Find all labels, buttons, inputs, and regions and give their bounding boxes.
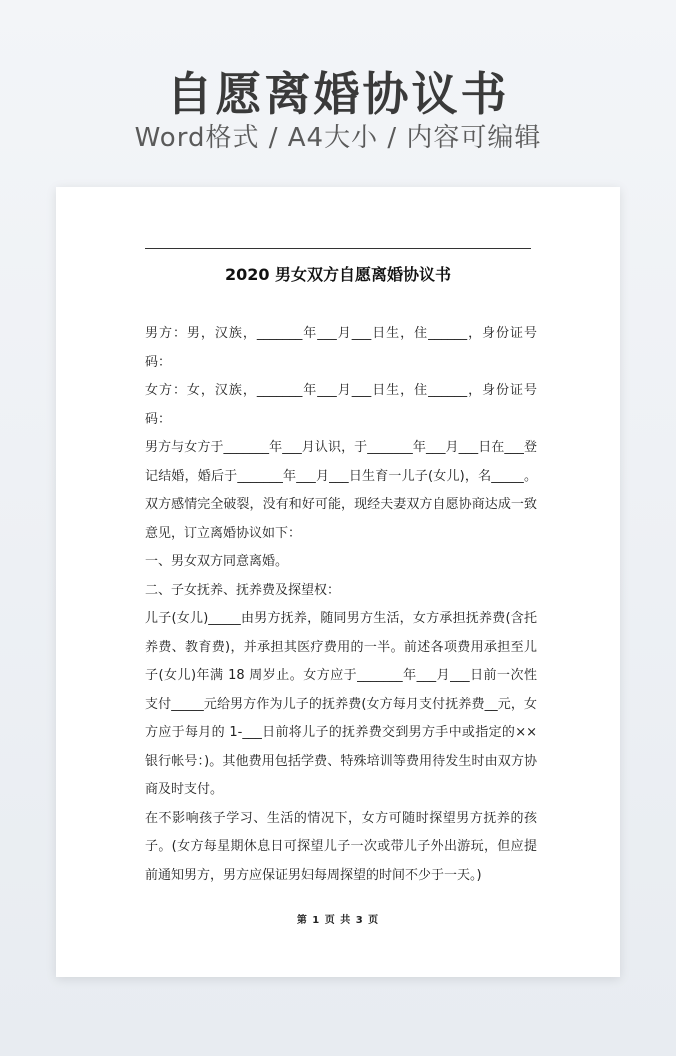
clause-agree-divorce: 一、男女双方同意离婚。 xyxy=(145,554,289,569)
document-page xyxy=(56,187,620,977)
paragraph-wife-info: 女方：女，汉族，_______年___月___日生，住______，身份证号码： xyxy=(145,383,537,427)
clause-child-custody-heading: 二、子女抚养、抚养费及探望权： xyxy=(145,582,341,598)
paragraph-visitation: 在不影响孩子学习、生活的情况下，女方可随时探望男方抚养的孩子。(女方每星期休息日可探望儿子一次或带儿子外出游玩，但应提前通知男方，男方应保证男妇每周探望的时间不少于一天。) xyxy=(145,810,537,883)
banner-subtitle: Word格式 / A4大小 / 内容可编辑 xyxy=(134,123,542,153)
page-number: 第 1 页 共 3 页 xyxy=(296,915,380,926)
banner-title: 自愿离婚协议书 xyxy=(166,67,510,121)
paragraph-husband-info: 男方：男，汉族，_______年___月___日生，住______，身份证号码： xyxy=(145,326,537,370)
paragraph-child-support: 儿子(女儿)_____由男方抚养，随同男方生活，女方承担抚养费(含托养费、教育费)，并承担其医疗费用的一半。前述各项费用承担至儿子(女儿)年满 18 周岁止。女方应于_______年___月___日前一次性支付_____元给男方作为儿子的抚养费(女方每月支付抚养费__元，女方应于每月的 1-___日前将儿子的抚养费交到男方手中或指定的××银行帐号：)。其他费用包括学费、特殊培训等费用待发生时由双方协商及时支付。 xyxy=(145,611,537,797)
paragraph-marriage-background: 男方与女方于_______年___月认识，于_______年___月___日在___登记结婚，婚后于_______年___月___日生育一儿子(女儿)，名_____。双方感情完全破裂，没有和好可能，现经夫妻双方自愿协商达成一致意见，订立离婚协议如下： xyxy=(145,440,537,541)
document-body xyxy=(145,320,537,890)
document-title: 2020 男女双方自愿离婚协议书 xyxy=(224,265,452,284)
header-rule xyxy=(145,248,531,249)
